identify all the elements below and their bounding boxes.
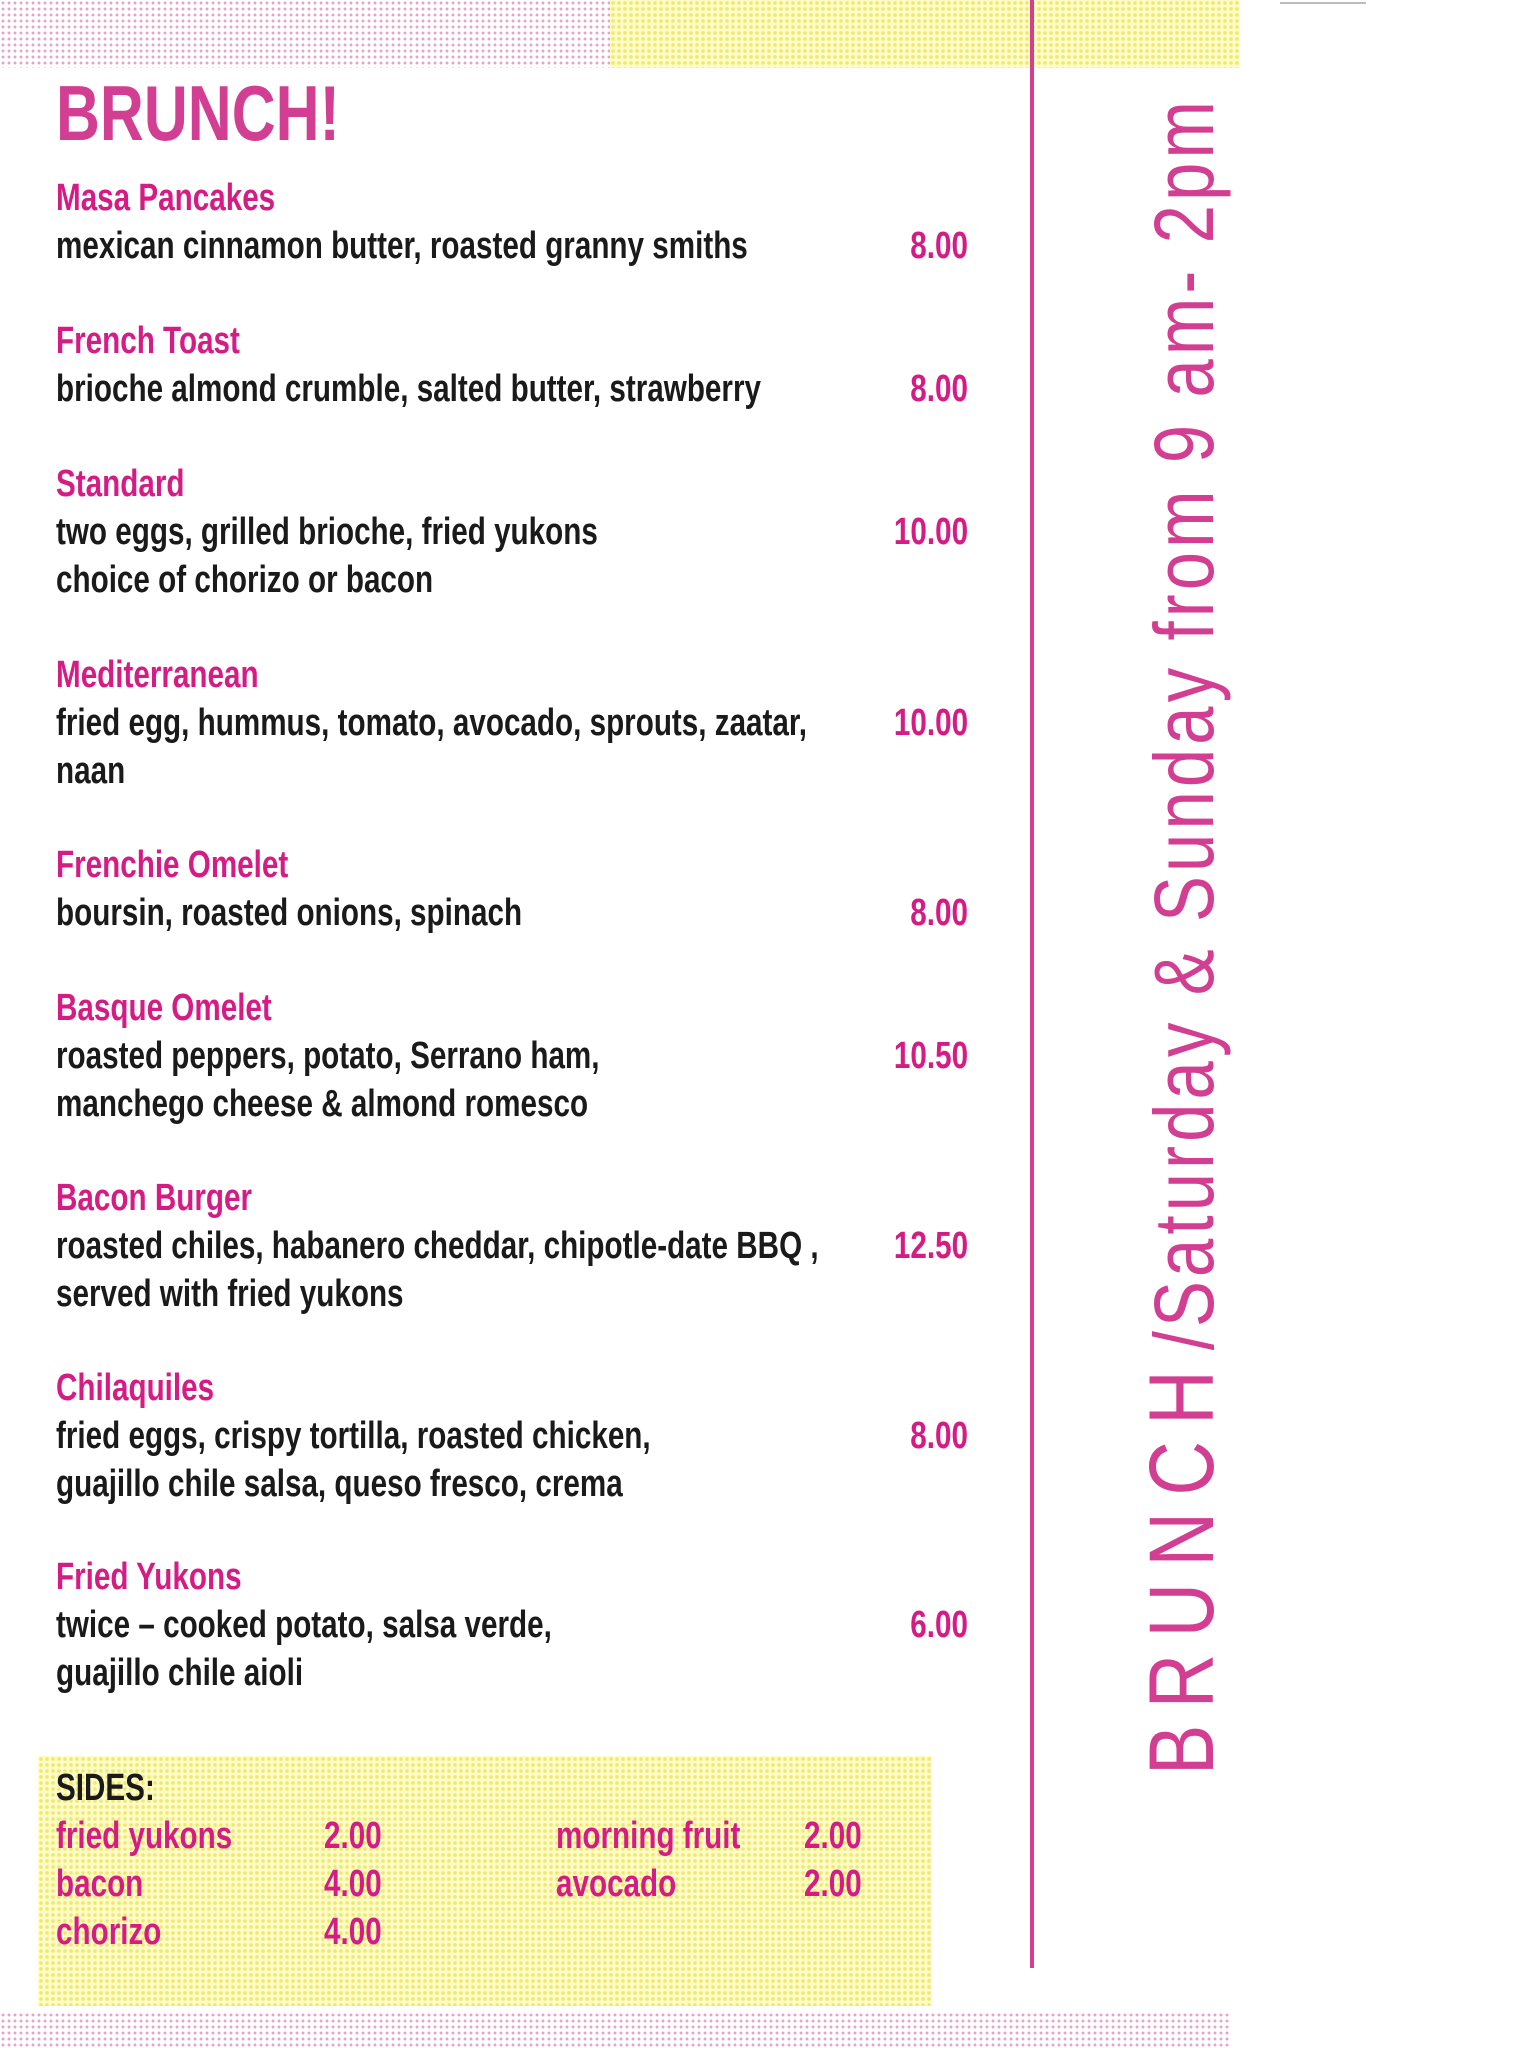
menu-item <box>56 174 976 270</box>
side-item-price: 2.00 <box>804 1863 862 1905</box>
menu-item <box>56 841 976 937</box>
menu-title: BRUNCH! <box>56 69 340 157</box>
top-halftone-band <box>0 0 610 68</box>
item-description: fried egg, hummus, tomato, avocado, sprouts, zaatar, naan <box>56 702 808 792</box>
item-price: 12.50 <box>893 1225 968 1267</box>
menu-item <box>56 1364 976 1508</box>
top-right-rule <box>1280 2 1366 4</box>
item-name: Chilaquiles <box>56 1367 215 1409</box>
item-price: 6.00 <box>910 1604 968 1646</box>
banner-word: BRUNCH <box>1131 1353 1233 1775</box>
item-price: 8.00 <box>910 1415 968 1457</box>
item-description: two eggs, grilled brioche, fried yukons choice of chorizo or bacon <box>56 511 598 601</box>
side-item-name: bacon <box>56 1863 144 1905</box>
item-description: fried eggs, crispy tortilla, roasted chicken, guajillo chile salsa, queso fresco, crema <box>56 1415 651 1505</box>
item-price: 8.00 <box>910 892 968 934</box>
side-item-price: 4.00 <box>324 1911 382 1953</box>
item-name: Basque Omelet <box>56 987 272 1029</box>
sides-box <box>38 1756 932 2006</box>
item-price: 8.00 <box>910 225 968 267</box>
menu-item <box>56 651 976 795</box>
item-name: Fried Yukons <box>56 1556 242 1598</box>
item-name: Masa Pancakes <box>56 177 276 219</box>
item-description: boursin, roasted onions, spinach <box>56 892 523 934</box>
menu-item <box>56 1174 976 1318</box>
side-item-price: 4.00 <box>324 1863 382 1905</box>
side-item-name: avocado <box>556 1863 677 1905</box>
item-description: brioche almond crumble, salted butter, strawberry <box>56 368 761 410</box>
menu-item <box>56 317 976 413</box>
side-banner <box>1130 15 1233 1775</box>
banner-hours: /Saturday & Sunday from 9 am- 2pm <box>1137 97 1231 1351</box>
bottom-halftone-band <box>0 2012 1230 2048</box>
side-item-name: chorizo <box>56 1911 162 1953</box>
item-description: roasted peppers, potato, Serrano ham, manchego cheese & almond romesco <box>56 1035 600 1125</box>
item-name: Mediterranean <box>56 654 259 696</box>
item-price: 10.00 <box>893 511 968 553</box>
menu-item <box>56 1553 976 1697</box>
vertical-divider <box>1030 0 1034 1968</box>
item-description: twice – cooked potato, salsa verde, guajillo chile aioli <box>56 1604 552 1694</box>
item-description: roasted chiles, habanero cheddar, chipotle-date BBQ , served with fried yukons <box>56 1225 819 1315</box>
item-name: Bacon Burger <box>56 1177 252 1219</box>
side-item-price: 2.00 <box>804 1815 862 1857</box>
side-item-name: fried yukons <box>56 1815 233 1857</box>
item-price: 10.00 <box>893 702 968 744</box>
menu-item <box>56 984 976 1128</box>
sides-title: SIDES: <box>56 1767 155 1809</box>
item-price: 10.50 <box>893 1035 968 1077</box>
item-name: Standard <box>56 463 185 505</box>
item-name: Frenchie Omelet <box>56 844 289 886</box>
menu-item <box>56 460 976 604</box>
item-name: French Toast <box>56 320 240 362</box>
item-price: 8.00 <box>910 368 968 410</box>
item-description: mexican cinnamon butter, roasted granny smiths <box>56 225 748 267</box>
side-item-name: morning fruit <box>556 1815 741 1857</box>
side-item-price: 2.00 <box>324 1815 382 1857</box>
